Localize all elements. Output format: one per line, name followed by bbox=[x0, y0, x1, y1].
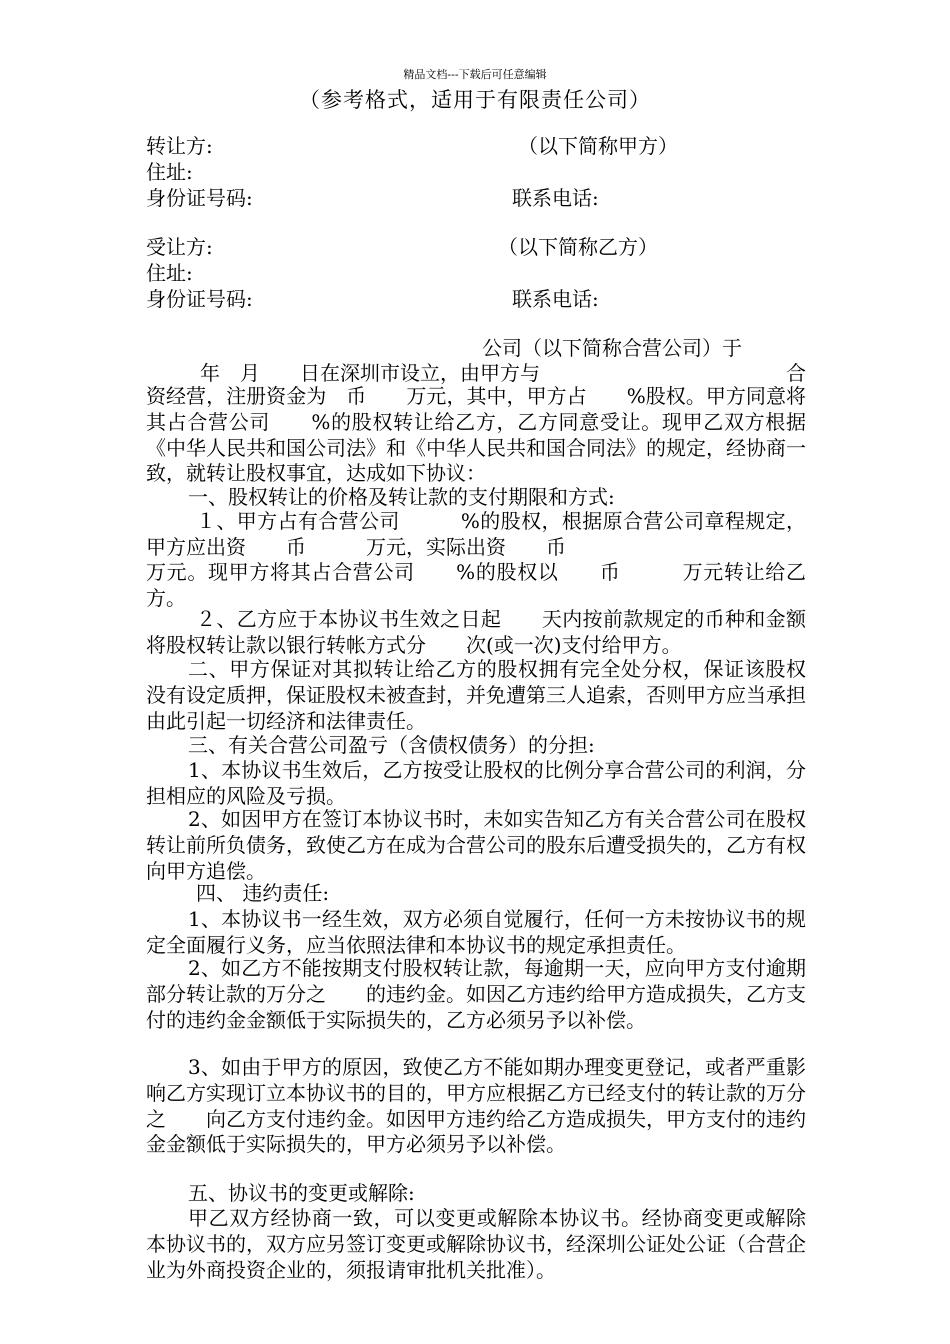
document-title: （参考格式，适用于有限责任公司） bbox=[299, 88, 651, 112]
transferee-address: 住址: bbox=[146, 261, 193, 285]
intro-paragraph: 资经营，注册资金为 币 万元，其中，甲方占 %股权。甲方同意将其占合营公司 %的股权转让给乙方，乙方同意受让。现甲乙双方根据《中华人民共和国公司法》和《中华人民共和国合同法》的规定，经协商一致，就转让股权事宜，达成如下协议： bbox=[146, 384, 806, 486]
transferee-label: 受让方: bbox=[146, 235, 213, 259]
section-4-para-2: 2、如乙方不能按期支付股权转让款，每逾期一天，应向甲方支付逾期部分转让款的万分之 的违约金。如因乙方违约给甲方造成损失，乙方支付的违约金金额低于实际损失的，乙方必须另予以补偿。 bbox=[146, 956, 806, 1032]
transferee-alias: （以下简称乙方） bbox=[498, 235, 658, 259]
section-4-para-3: 3、如由于甲方的原因，致使乙方不能如期办理变更登记，或者严重影响乙方实现订立本协议书的目的，甲方应根据乙方已经支付的转让款的万分之 向乙方支付违约金。如因甲方违约给乙方造成损失，甲方支付的违约金金额低于实际损失的，甲方必须另予以补偿。 bbox=[146, 1055, 806, 1157]
transferor-label: 转让方: bbox=[146, 134, 213, 158]
section-1-para-2: ２、乙方应于本协议书生效之日起 天内按前款规定的币种和金额将股权转让款以银行转帐方式分 次(或一次)支付给甲方。 bbox=[146, 607, 806, 657]
section-3-title: 三、有关合营公司盈亏（含债权债务）的分担: bbox=[188, 733, 595, 757]
section-4-para-1: 1、本协议书一经生效，双方必须自觉履行，任何一方未按协议书的规定全面履行义务，应当依照法律和本协议书的规定承担责任。 bbox=[146, 907, 806, 957]
transferor-alias: （以下简称甲方） bbox=[518, 134, 678, 158]
section-1-title: 一、股权转让的价格及转让款的支付期限和方式: bbox=[188, 485, 615, 509]
section-2-para: 二、甲方保证对其拟转让给乙方的股权拥有完全处分权，保证该股权没有设定质押，保证股权未被查封，并免遭第三人追索，否则甲方应当承担由此引起一切经济和法律责任。 bbox=[146, 657, 806, 733]
section-5-title: 五、协议书的变更或解除: bbox=[188, 1181, 415, 1205]
transferor-address: 住址: bbox=[146, 160, 193, 184]
intro-line1: 公司（以下简称合营公司）于 bbox=[482, 336, 742, 360]
section-3-para-1: 1、本协议书生效后，乙方按受让股权的比例分享合营公司的利润，分担相应的风险及亏损。 bbox=[146, 758, 806, 808]
section-3-para-2: 2、如因甲方在签订本协议书时，未如实告知乙方有关合营公司在股权转让前所负债务，致使乙方在成为合营公司的股东后遭受损失的，乙方有权向甲方追偿。 bbox=[146, 807, 806, 883]
transferee-phone-label: 联系电话: bbox=[512, 287, 599, 311]
header-note: 精品文档---下载后可任意编辑 bbox=[403, 68, 547, 81]
transferee-id-label: 身份证号码: bbox=[146, 287, 253, 311]
intro-line2-end: 合 bbox=[786, 361, 806, 385]
intro-line2: 年 月 日在深圳市设立，由甲方与 bbox=[200, 361, 540, 385]
transferor-phone-label: 联系电话: bbox=[512, 186, 599, 210]
section-1-para-1a: １、甲方占有合营公司 %的股权，根据原合营公司章程规定，甲方应出资 币 万元，实际出资 币 bbox=[146, 509, 806, 559]
transferor-id-label: 身份证号码: bbox=[146, 186, 253, 210]
section-4-title: 四、 违约责任: bbox=[196, 881, 330, 905]
section-1-para-1b: 万元。现甲方将其占合营公司 %的股权以 币 万元转让给乙方。 bbox=[146, 560, 806, 610]
section-5-para-1: 甲乙双方经协商一致，可以变更或解除本协议书。经协商变更或解除本协议书的，双方应另签订变更或解除协议书，经深圳公证处公证（合营企业为外商投资企业的，须报请审批机关批准）。 bbox=[146, 1206, 806, 1282]
